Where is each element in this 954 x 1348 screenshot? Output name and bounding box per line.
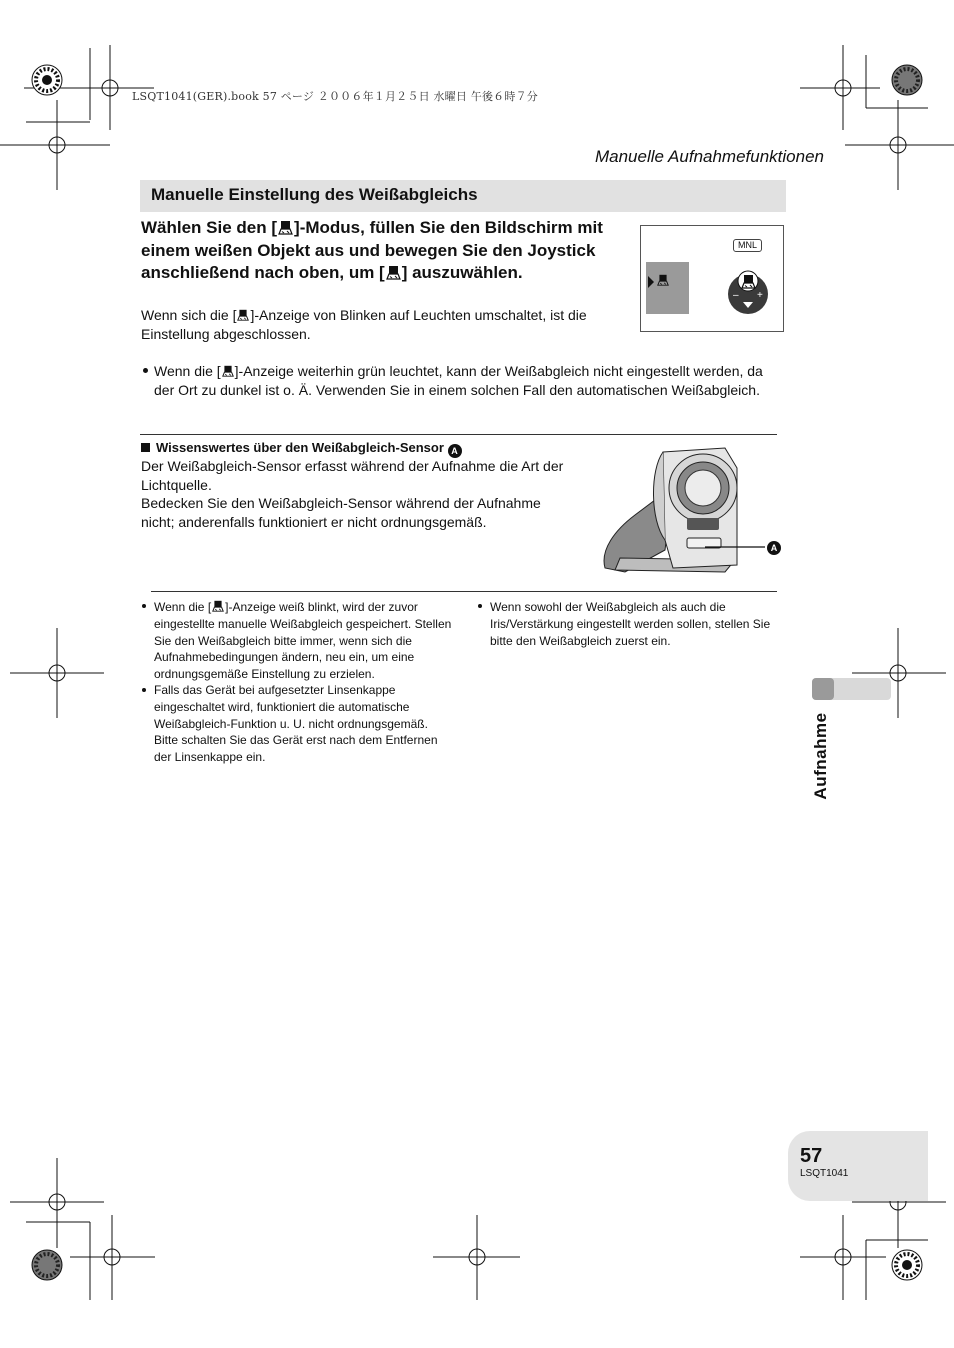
sensor-info-heading: Wissenswertes über den Weißabgleich-Sensor A [141, 440, 462, 458]
lcd-screen-illustration [640, 225, 784, 332]
bullet-dot [143, 368, 148, 373]
square-bullet-icon [141, 443, 150, 452]
running-title: Manuelle Aufnahmefunktionen [594, 147, 824, 166]
page-number: 57 [800, 1145, 823, 1167]
instruction-part-2: ]-Modus, füllen Sie den Bildschirm mit einem weißen Objekt aus und bewegen Sie den Joystick anschließend nach oben, um [ [141, 218, 603, 282]
svg-text:+: + [757, 290, 763, 301]
chapter-label: Aufnahme [811, 711, 830, 800]
instruction-part-3: ] auszuwählen. [401, 263, 523, 282]
note-white-blink: Wenn die [ ]-Anzeige weiß blinkt, wird der zuvor eingestellte manuelle Weißabgleich gespeichert. Stellen Sie den Weißabgleich bitte immer, wenn sich die Aufnahmebedingungen ändern, neu ein, um eine ordnungsgemäße Einstellung zu erzielen. [154, 600, 452, 682]
print-file-info: LSQT1041(GER).book 57 ページ ２００６年１月２５日 水曜日 午後６時７分 [132, 90, 538, 103]
manual-mode-label: MNL [733, 239, 762, 252]
bullet-dot [142, 604, 146, 608]
callout-a-label: A [448, 444, 462, 458]
white-balance-manual-icon [386, 265, 401, 280]
svg-text:–: – [733, 290, 739, 301]
white-balance-manual-icon [212, 600, 224, 612]
white-balance-manual-icon [222, 365, 234, 377]
divider [140, 434, 777, 435]
sensor-info-text-2: Bedecken Sie den Weißabgleich-Sensor während der Aufnahme nicht; anderenfalls funktioniert er nicht ordnungsgemäß. [141, 495, 541, 530]
note-iris-gain: Wenn sowohl der Weißabgleich als auch die Iris/Verstärkung eingestellt werden sollen, stellen Sie bitte den Weißabgleich zuerst ein. [490, 600, 771, 648]
completion-note: Wenn sich die [ ]-Anzeige von Blinken auf Leuchten umschaltet, ist die Einstellung abgeschlossen. [141, 307, 587, 342]
instruction-text [141, 217, 626, 285]
white-balance-manual-icon [278, 220, 293, 235]
bullet-dot [142, 688, 146, 692]
section-title: Manuelle Einstellung des Weißabgleichs [151, 185, 478, 204]
green-indicator-note: Wenn die [ ]-Anzeige weiterhin grün leuchtet, kann der Weißabgleich nicht eingestellt werden, da der Ort zu dunkel ist o. Ä. Verwenden Sie in einem solchen Fall den automatischen Weißabgleich. [154, 363, 763, 398]
camcorder-illustration [595, 440, 785, 580]
bullet-dot [478, 604, 482, 608]
note-lens-cap: Falls das Gerät bei aufgesetzter Linsenkappe eingeschaltet wird, funktioniert die automatische Weißabgleich-Funktion u. U. nicht ordnungsgemäß. Bitte schalten Sie das Gerät erst nach dem Entfernen der Linsenkappe ein. [154, 683, 438, 765]
chapter-tab-marker [812, 678, 834, 700]
sensor-info-text-1: Der Weißabgleich-Sensor erfasst während der Aufnahme die Art der Lichtquelle. [141, 458, 564, 493]
callout-a-marker: A [767, 541, 781, 555]
instruction-part-1: Wählen Sie den [ [141, 218, 278, 237]
white-balance-manual-icon [237, 309, 249, 321]
divider [151, 591, 777, 592]
lcd-graphics [641, 226, 783, 331]
document-code: LSQT1041 [800, 1168, 849, 1179]
